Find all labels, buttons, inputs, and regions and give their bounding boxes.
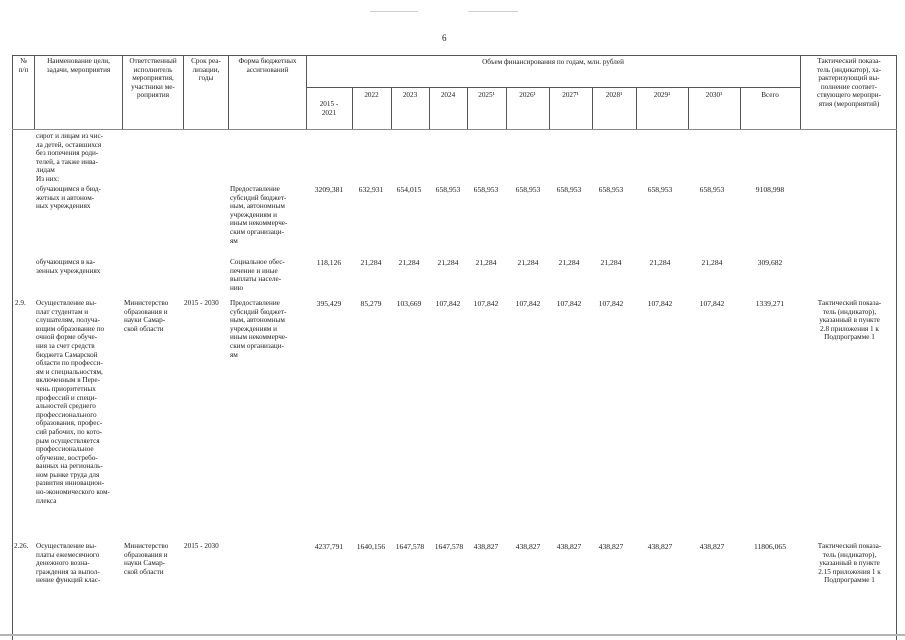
row-value: 21,284 — [475, 258, 497, 267]
row-value: 395,429 — [316, 299, 342, 308]
row-value: 21,284 — [398, 258, 420, 267]
row-value: 658,953 — [598, 185, 624, 194]
row-executor: Министерство образования и науки Самар- ской области — [124, 542, 169, 576]
row-value: 654,015 — [396, 185, 422, 194]
header-divider — [306, 87, 800, 88]
row-value: 4237,791 — [314, 542, 344, 551]
row-value: 21,284 — [701, 258, 723, 267]
row-value: 21,284 — [360, 258, 382, 267]
row-value: 1640,156 — [356, 542, 386, 551]
row-value: 438,827 — [598, 542, 624, 551]
row-form: Социальное обес- печение и иные выплаты населе- нию — [230, 258, 285, 292]
header-year: 2029¹ — [653, 91, 671, 99]
row-name: обучающимся в бюд- жетных и автоном- ных учреждениях — [36, 185, 101, 211]
scan-bottom-edge — [0, 634, 905, 636]
row-value: 438,827 — [647, 542, 673, 551]
header-total: Всего — [761, 91, 779, 99]
row-total: 309,682 — [757, 258, 783, 267]
row-value: 658,953 — [556, 185, 582, 194]
page-number: 6 — [442, 33, 447, 43]
row-value: 118,126 — [316, 258, 342, 267]
header-bottom — [12, 129, 897, 130]
row-value: 438,827 — [473, 542, 499, 551]
row-value: 658,953 — [435, 185, 461, 194]
row-value: 438,827 — [556, 542, 582, 551]
row-value: 107,842 — [556, 299, 582, 308]
row-value: 107,842 — [515, 299, 541, 308]
header-term: Срок реа- лизации, годы — [191, 57, 221, 83]
header-year: 2026¹ — [519, 91, 536, 99]
row-value: 658,953 — [473, 185, 499, 194]
row-indicator: Тактический показа- тель (индикатор), указанный в пункте 2.15 приложения 1 к Подпрограмме 1 — [817, 542, 882, 585]
header-executor: Ответственный исполнитель мероприятия, участники ме- роприятия — [129, 57, 177, 100]
header-year: 2023 — [402, 91, 418, 99]
header-year: 2024 — [440, 91, 456, 99]
header-year: 2030¹ — [705, 91, 723, 99]
row-total: 9108,998 — [755, 185, 785, 194]
header-year: 2028¹ — [605, 91, 623, 99]
row-value: 21,284 — [558, 258, 580, 267]
row-indicator: Тактический показа- тель (индикатор), указанный в пункте 2.8 приложения 1 к Подпрограмме 1 — [817, 299, 882, 342]
row-term: 2015 - 2030 — [184, 299, 219, 307]
scan-line-top-left — [370, 11, 418, 12]
header-year: 2015 - 2021 — [319, 100, 339, 117]
row-number: 2.26. — [14, 542, 29, 550]
row-value: 1647,578 — [434, 542, 464, 551]
row-name: Осуществление вы- плат студентам и слушателям, получа- ющим образование по очной форме обуче- ния за счет средств бюджета Самарской области по професси- ям и специальностям, включенным в Пере- чень приоритетных профессий и специ- альностей среднего профессионального образования, профес- сий рабочих, по кото- рым осуществляется профессиональное обучение, востребо- ванных на региональ- ном рынке труда для развития инновацион- но-экономического ком- плекса — [36, 299, 110, 505]
header-year: 2022 — [364, 91, 379, 99]
row-number: 2.9. — [15, 299, 26, 307]
header-num: № п/п — [18, 57, 29, 74]
row-value: 21,284 — [517, 258, 539, 267]
row-value: 107,842 — [473, 299, 499, 308]
row-total: 1339,271 — [755, 299, 785, 308]
header-indicator: Тактический показа- тель (индикатор), ха- рактеризующий вы- полнение соответ- ствующего меропри- ятия (мероприятий) — [816, 57, 882, 108]
row-value: 632,931 — [358, 185, 384, 194]
row-form: Предоставление субсидий бюджет- ным, автономным учреждениям и иным некоммерче- ским организаци- ям — [230, 299, 288, 359]
row-value: 658,953 — [647, 185, 673, 194]
row-value: 107,842 — [699, 299, 725, 308]
row-term: 2015 - 2030 — [184, 542, 219, 550]
header-funding: Объем финансирования по годам, млн. рублей — [482, 58, 624, 66]
row-value: 107,842 — [647, 299, 673, 308]
scan-line-top-right — [468, 11, 518, 12]
row-value: 658,953 — [699, 185, 725, 194]
row-value: 107,842 — [435, 299, 461, 308]
row-value: 21,284 — [600, 258, 622, 267]
row-value: 658,953 — [515, 185, 541, 194]
header-form: Форма бюджетных ассигнований — [238, 57, 297, 74]
row-value: 438,827 — [515, 542, 541, 551]
row-name: сирот и лицам из чис- ла детей, оставшихся без попечения роди- телей, а также инва- лидам Из них: — [36, 132, 104, 183]
row-value: 3209,381 — [314, 185, 344, 194]
row-value: 107,842 — [598, 299, 624, 308]
header-year: 2025¹ — [478, 91, 495, 99]
row-value: 21,284 — [649, 258, 671, 267]
header-name: Наименование цели, задачи, мероприятия — [46, 57, 111, 74]
row-value: 1647,578 — [395, 542, 425, 551]
row-value: 438,827 — [699, 542, 725, 551]
row-executor: Министерство образования и науки Самар- ской области — [124, 299, 169, 333]
row-value: 103,669 — [396, 299, 422, 308]
row-value: 21,284 — [437, 258, 459, 267]
row-total: 11806,065 — [754, 542, 786, 551]
row-name: обучающимся в ка- зенных учреждениях — [36, 258, 101, 275]
row-value: 85,279 — [360, 299, 382, 308]
header-year: 2027¹ — [562, 91, 579, 99]
row-form: Предоставление субсидий бюджет- ным, автономным учреждениям и иным некоммерче- ским организаци- ям — [230, 185, 288, 245]
row-name: Осуществление вы- платы ежемесячного денежного возна- граждения за выпол- нение функций клас- — [36, 542, 101, 585]
